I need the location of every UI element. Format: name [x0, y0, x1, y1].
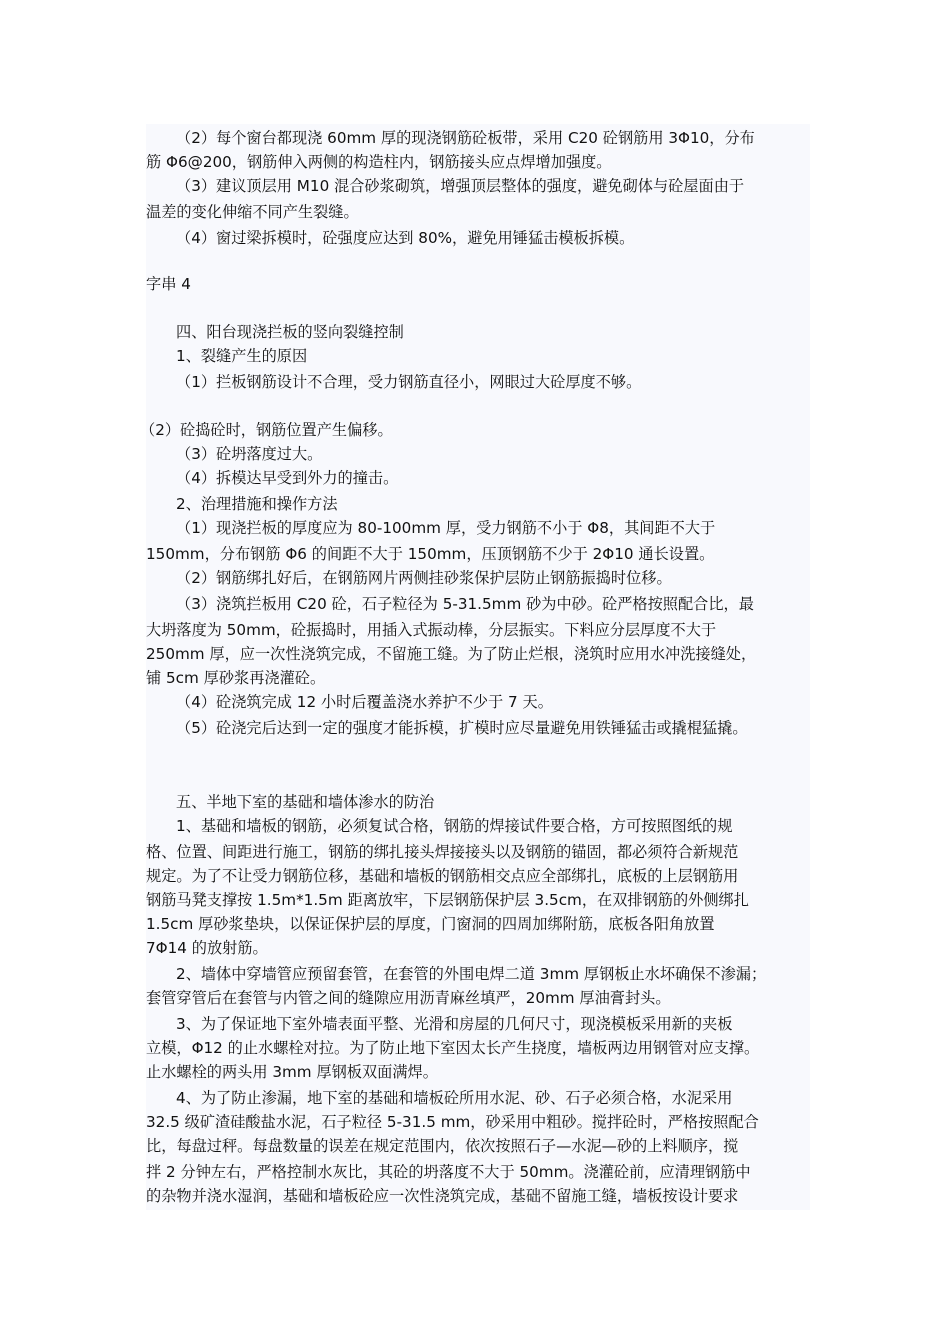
paragraph-line: 150mm，分布钢筋 Φ6 的间距不大于 150mm，压顶钢筋不少于 2Φ10 通长设置。 — [146, 545, 715, 563]
paragraph-line: （2）砼捣砼时，钢筋位置产生偏移。 — [140, 421, 393, 439]
paragraph-line: 格、位置、间距进行施工，钢筋的绑扎接头焊接接头以及钢筋的锚固，都必须符合新规范 — [146, 843, 739, 861]
paragraph-line: 比，每盘过秤。每盘数量的误差在规定范围内，依次按照石子—水泥—砂的上料顺序，搅 — [146, 1137, 739, 1155]
paragraph-line: （4）窗过梁拆模时，砼强度应达到 80%，避免用锤猛击模板拆模。 — [176, 229, 635, 247]
paragraph-line: 筋 Φ6@200，钢筋伸入两侧的构造柱内，钢筋接头应点焊增加强度。 — [146, 153, 612, 171]
paragraph-line: 32.5 级矿渣硅酸盐水泥，石子粒径 5-31.5 mm，砂采用中粗砂。搅拌砼时，严格按照配合 — [146, 1113, 759, 1131]
paragraph-line: 套管穿管后在套管与内管之间的缝隙应用沥青麻丝填严，20mm 厚油膏封头。 — [146, 989, 671, 1007]
paragraph-line: （4）砼浇筑完成 12 小时后覆盖浇水养护不少于 7 天。 — [176, 693, 553, 711]
paragraph-line: （2）钢筋绑扎好后，在钢筋网片两侧挂砂浆保护层防止钢筋振捣时位移。 — [176, 569, 672, 587]
paragraph-line: 7Φ14 的放射筋。 — [146, 939, 268, 957]
paragraph-line: 的杂物并浇水湿润，基础和墙板砼应一次性浇筑完成，基础不留施工缝，墙板按设计要求 — [146, 1187, 739, 1205]
paragraph-line: （1）现浇拦板的厚度应为 80-100mm 厚，受力钢筋不小于 Φ8，其间距不大于 — [176, 519, 716, 537]
paragraph-line: （3）浇筑拦板用 C20 砼，石子粒径为 5-31.5mm 砂为中砂。砼严格按照配合比，最 — [176, 595, 754, 613]
paragraph-line: （3）砼坍落度过大。 — [176, 445, 323, 463]
paragraph-line: 温差的变化伸缩不同产生裂缝。 — [146, 203, 359, 221]
paragraph-line: （4）拆模达早受到外力的撞击。 — [176, 469, 399, 487]
paragraph-line: 1.5cm 厚砂浆垫块，以保证保护层的厚度，门窗洞的四周加绑附筋，底板各阳角放置 — [146, 915, 715, 933]
section-marker: 字串 4 — [146, 275, 191, 293]
paragraph-line: 4、为了防止渗漏，地下室的基础和墙板砼所用水泥、砂、石子必须合格，水泥采用 — [176, 1089, 733, 1107]
paragraph-line: 拌 2 分钟左右，严格控制水灰比，其砼的坍落度不大于 50mm。浇灌砼前，应清理钢筋中 — [146, 1163, 751, 1181]
section-heading: 五、半地下室的基础和墙体渗水的防治 — [176, 793, 435, 811]
paragraph-line: 250mm 厚，应一次性浇筑完成，不留施工缝。为了防止烂根，浇筑时应用水冲洗接缝处， — [146, 645, 757, 663]
section-heading: 四、阳台现浇拦板的竖向裂缝控制 — [176, 323, 404, 341]
paragraph-line: 铺 5cm 厚砂浆再浇灌砼。 — [146, 669, 326, 687]
paragraph-line: （2）每个窗台都现浇 60mm 厚的现浇钢筋砼板带，采用 C20 砼钢筋用 3Φ10，分布 — [176, 129, 755, 147]
paragraph-line: 大坍落度为 50mm，砼振捣时，用插入式振动棒，分层振实。下料应分层厚度不大于 — [146, 621, 717, 639]
paragraph-line: 止水螺栓的两头用 3mm 厚钢板双面满焊。 — [146, 1063, 438, 1081]
paragraph-line: 钢筋马凳支撑按 1.5m*1.5m 距离放牢，下层钢筋保护层 3.5cm，在双排钢筋的外侧绑扎 — [146, 891, 749, 909]
paragraph-line: 规定。为了不让受力钢筋位移，基础和墙板的钢筋相交点应全部绑扎，底板的上层钢筋用 — [146, 867, 739, 885]
paragraph-line: （5）砼浇完后达到一定的强度才能拆模，扩模时应尽量避免用铁锤猛击或撬棍猛撬。 — [176, 719, 748, 737]
subheading: 2、治理措施和操作方法 — [176, 495, 338, 513]
paragraph-line: 立模，Φ12 的止水螺栓对拉。为了防止地下室因太长产生挠度，墙板两边用钢管对应支撑。 — [146, 1039, 760, 1057]
paragraph-line: 1、基础和墙板的钢筋，必须复试合格，钢筋的焊接试件要合格，方可按照图纸的规 — [176, 817, 733, 835]
paragraph-line: 2、墙体中穿墙管应预留套管，在套管的外围电焊二道 3mm 厚钢板止水坏确保不渗漏； — [176, 965, 767, 983]
paragraph-line: （1）拦板钢筋设计不合理，受力钢筋直径小，网眼过大砼厚度不够。 — [176, 373, 642, 391]
paragraph-line: （3）建议顶层用 M10 混合砂浆砌筑，增强顶层整体的强度，避免砌体与砼屋面由于 — [176, 177, 745, 195]
paragraph-line: 3、为了保证地下室外墙表面平整、光滑和房屋的几何尺寸，现浇模板采用新的夹板 — [176, 1015, 733, 1033]
subheading: 1、裂缝产生的原因 — [176, 347, 308, 365]
